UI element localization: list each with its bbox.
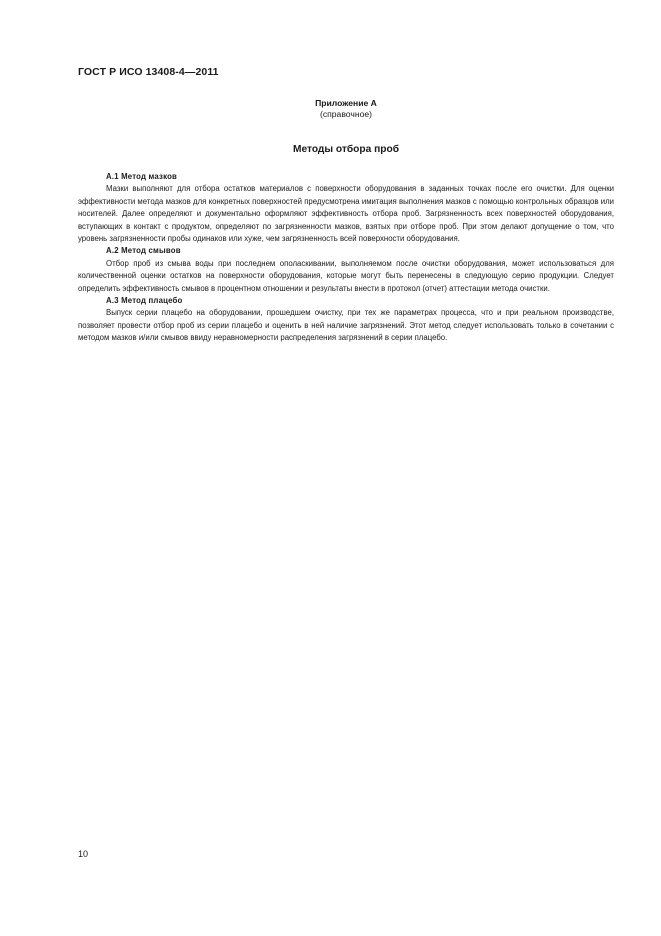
appendix-type: (справочное) <box>319 109 373 119</box>
subsection-paragraph-a1: Мазки выполняют для отбора остатков материалов с поверхности оборудования в заданных точках после его очистки. Для оценки эффективности метода мазков для конкретных поверхностей предусмотрена имитация выполнения мазков с помощью контрольных образцов или носителей. Далее определяют и документально оформляют эффективность отбора проб. Загрязненность всех поверхностей оборудования, вступающих в контакт с продуктом, определяют по загрязненности мазков, взятых при отборе проб. При этом делают допущение о том, что уровень загрязненности пробы одинаков или хуже, чем загрязненность всей поверхности оборудования. <box>78 184 614 244</box>
page-number: 10 <box>78 849 89 859</box>
document-standard-code: ГОСТ Р ИСО 13408-4—2011 <box>78 66 219 78</box>
subsection-heading-a1: А.1 Метод мазков <box>106 172 178 181</box>
subsection-paragraph-a2: Отбор проб из смыва воды при последнем ополаскивании, выполняемом после очистки оборудования, может использоваться для количественной оценки остатков на поверхности оборудования, которые могут быть перенесены в следующую серию продукции. Следует определить эффективность смывов в процентном отношении и результаты внести в протокол (отчет) аттестации метода очистки. <box>78 258 614 293</box>
document-body <box>78 171 614 345</box>
subsection-paragraph-a3: Выпуск серии плацебо на оборудовании, прошедшем очистку, при тех же параметрах процесса, что и при реальном производстве, позволяет провести отбор проб из серии плацебо и оценить в ней наличие загрязнений. Этот метод следует использовать только в сочетании с методом мазков и/или смывов ввиду неравномерности распределения загрязнений в серии плацебо. <box>78 308 614 343</box>
appendix-block <box>260 98 432 120</box>
section-title: Методы отбора проб <box>292 144 400 155</box>
subsection-heading-a2: А.2 Метод смывов <box>106 246 181 256</box>
appendix-title: Приложение А <box>315 98 377 108</box>
subsection-heading-a3: А.3 Метод плацебо <box>106 296 183 306</box>
